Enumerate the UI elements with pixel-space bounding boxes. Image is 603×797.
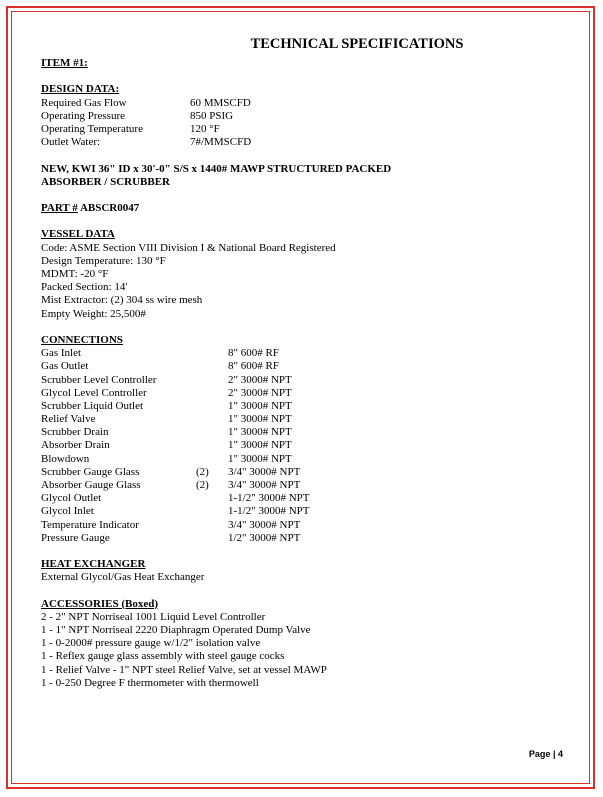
connection-row xyxy=(41,519,571,532)
connection-row xyxy=(41,532,571,545)
connection-value: 1" 3000# NPT xyxy=(228,452,292,465)
spec-content xyxy=(41,36,571,690)
connection-value: 1-1/2" 3000# NPT xyxy=(228,492,310,505)
connection-value: 3/4" 3000# NPT xyxy=(228,518,301,531)
connection-label: Glycol Level Controller xyxy=(41,386,147,399)
vessel-data-line: Mist Extractor: (2) 304 ss wire mesh xyxy=(41,294,203,307)
design-data-value: 850 PSIG xyxy=(190,109,234,122)
part-number-line xyxy=(41,202,571,215)
connection-row xyxy=(41,400,571,413)
accessory-line: 1 - Reflex gauge glass assembly with steel gauge cocks xyxy=(41,650,285,663)
connection-label: Absorber Gauge Glass xyxy=(41,479,141,491)
connection-label: Scrubber Drain xyxy=(41,426,109,439)
design-data-heading: DESIGN DATA: xyxy=(41,83,120,96)
connection-value: 1-1/2" 3000# NPT xyxy=(228,505,310,518)
design-data-row xyxy=(41,136,571,149)
connection-label: Glycol Outlet xyxy=(41,492,102,505)
vessel-data-heading: VESSEL DATA xyxy=(41,228,115,241)
connection-label: Scrubber Liquid Outlet xyxy=(41,399,144,412)
description-line-2: ABSORBER / SCRUBBER xyxy=(41,175,170,188)
connection-label: Relief Valve xyxy=(41,413,96,426)
document-title: TECHNICAL SPECIFICATIONS xyxy=(250,36,464,52)
connection-value: 1/2" 3000# NPT xyxy=(228,531,301,544)
connection-row xyxy=(41,374,571,387)
design-data-row xyxy=(41,110,571,123)
design-data-label: Operating Pressure xyxy=(41,109,126,122)
connections-heading: CONNECTIONS xyxy=(41,333,123,346)
connection-row xyxy=(41,453,571,466)
connection-value: 3/4" 3000# NPT xyxy=(228,479,301,491)
connection-label: Absorber Drain xyxy=(41,439,110,452)
design-data-label: Required Gas Flow xyxy=(41,96,127,109)
part-label: PART # xyxy=(41,202,78,215)
heat-exchanger-heading: HEAT EXCHANGER xyxy=(41,558,146,571)
page-separator: | xyxy=(552,749,556,759)
accessory-line: 1 - 0-250 Degree F thermometer with thermowell xyxy=(41,676,259,689)
vessel-data-line: MDMT: -20 °F xyxy=(41,268,109,280)
connection-value: 8" 600# RF xyxy=(228,360,279,373)
connection-value: 1" 3000# NPT xyxy=(228,413,292,426)
connection-row xyxy=(41,479,571,492)
connection-value: 1" 3000# NPT xyxy=(228,439,292,452)
connection-label: Pressure Gauge xyxy=(41,531,110,544)
connection-label: Gas Inlet xyxy=(41,347,82,360)
connection-label: Glycol Inlet xyxy=(41,505,94,518)
connection-value: 3/4" 3000# NPT xyxy=(228,465,301,478)
connection-label: Blowdown xyxy=(41,452,90,465)
connection-label: Scrubber Gauge Glass xyxy=(41,465,140,478)
part-number: ABSCR0047 xyxy=(79,202,140,215)
connection-value: 2" 3000# NPT xyxy=(228,373,292,386)
connection-qty: (2) xyxy=(196,465,209,478)
connection-value: 1" 3000# NPT xyxy=(228,426,292,439)
design-data-value: 7#/MMSCFD xyxy=(190,136,252,149)
design-data-value: 120 °F xyxy=(190,122,220,135)
design-data-value: 60 MMSCFD xyxy=(190,96,251,109)
connection-qty: (2) xyxy=(196,479,209,491)
heat-exchanger-line: External Glycol/Gas Heat Exchanger xyxy=(41,571,205,584)
page-label: Page xyxy=(528,749,551,759)
connection-label: Temperature Indicator xyxy=(41,518,139,531)
connection-label: Scrubber Level Controller xyxy=(41,373,157,386)
vessel-data-line: Empty Weight: 25,500# xyxy=(41,307,146,320)
vessel-data-list xyxy=(41,242,571,321)
vessel-data-line: Packed Section: 14' xyxy=(41,281,128,294)
connection-row xyxy=(41,413,571,426)
design-data-label: Outlet Water: xyxy=(41,136,101,149)
design-data-label: Operating Temperature xyxy=(41,122,143,135)
connection-label: Gas Outlet xyxy=(41,360,89,373)
connections-table xyxy=(41,347,571,545)
item-heading: ITEM #1: xyxy=(41,57,88,69)
connection-value: 8" 600# RF xyxy=(228,347,279,360)
page-footer xyxy=(529,749,563,759)
accessory-line: 1 - 1" NPT Norriseal 2220 Diaphragm Operated Dump Valve xyxy=(41,624,311,637)
connection-row xyxy=(41,439,571,452)
accessories-list xyxy=(41,611,571,690)
design-data-row xyxy=(41,123,571,136)
connection-row xyxy=(41,492,571,505)
design-data-table xyxy=(41,97,571,150)
connection-row xyxy=(41,387,571,400)
vessel-data-line: Code: ASME Section VIII Division I & National Board Registered xyxy=(41,241,336,254)
accessory-line: 1 - Relief Valve - 1" NPT steel Relief Valve, set at vessel MAWP xyxy=(41,663,327,676)
accessory-line: 2 - 2" NPT Norriseal 1001 Liquid Level Controller xyxy=(41,610,266,623)
vessel-data-line: Design Temperature: 130 °F xyxy=(41,254,166,267)
connection-row xyxy=(41,466,571,479)
connection-value: 2" 3000# NPT xyxy=(228,386,292,399)
connection-row xyxy=(41,426,571,439)
description-line-1: NEW, KWI 36" ID x 30'-0" S/S x 1440# MAWP STRUCTURED PACKED xyxy=(41,162,392,175)
design-data-row xyxy=(41,97,571,110)
page-number: 4 xyxy=(557,749,563,759)
connection-row xyxy=(41,347,571,360)
accessory-line: 1 - 0-2000# pressure gauge w/1/2" isolation valve xyxy=(41,637,261,650)
connection-row xyxy=(41,360,571,373)
accessories-heading: ACCESSORIES (Boxed) xyxy=(41,597,159,610)
connection-value: 1" 3000# NPT xyxy=(228,399,292,412)
connection-row xyxy=(41,505,571,518)
